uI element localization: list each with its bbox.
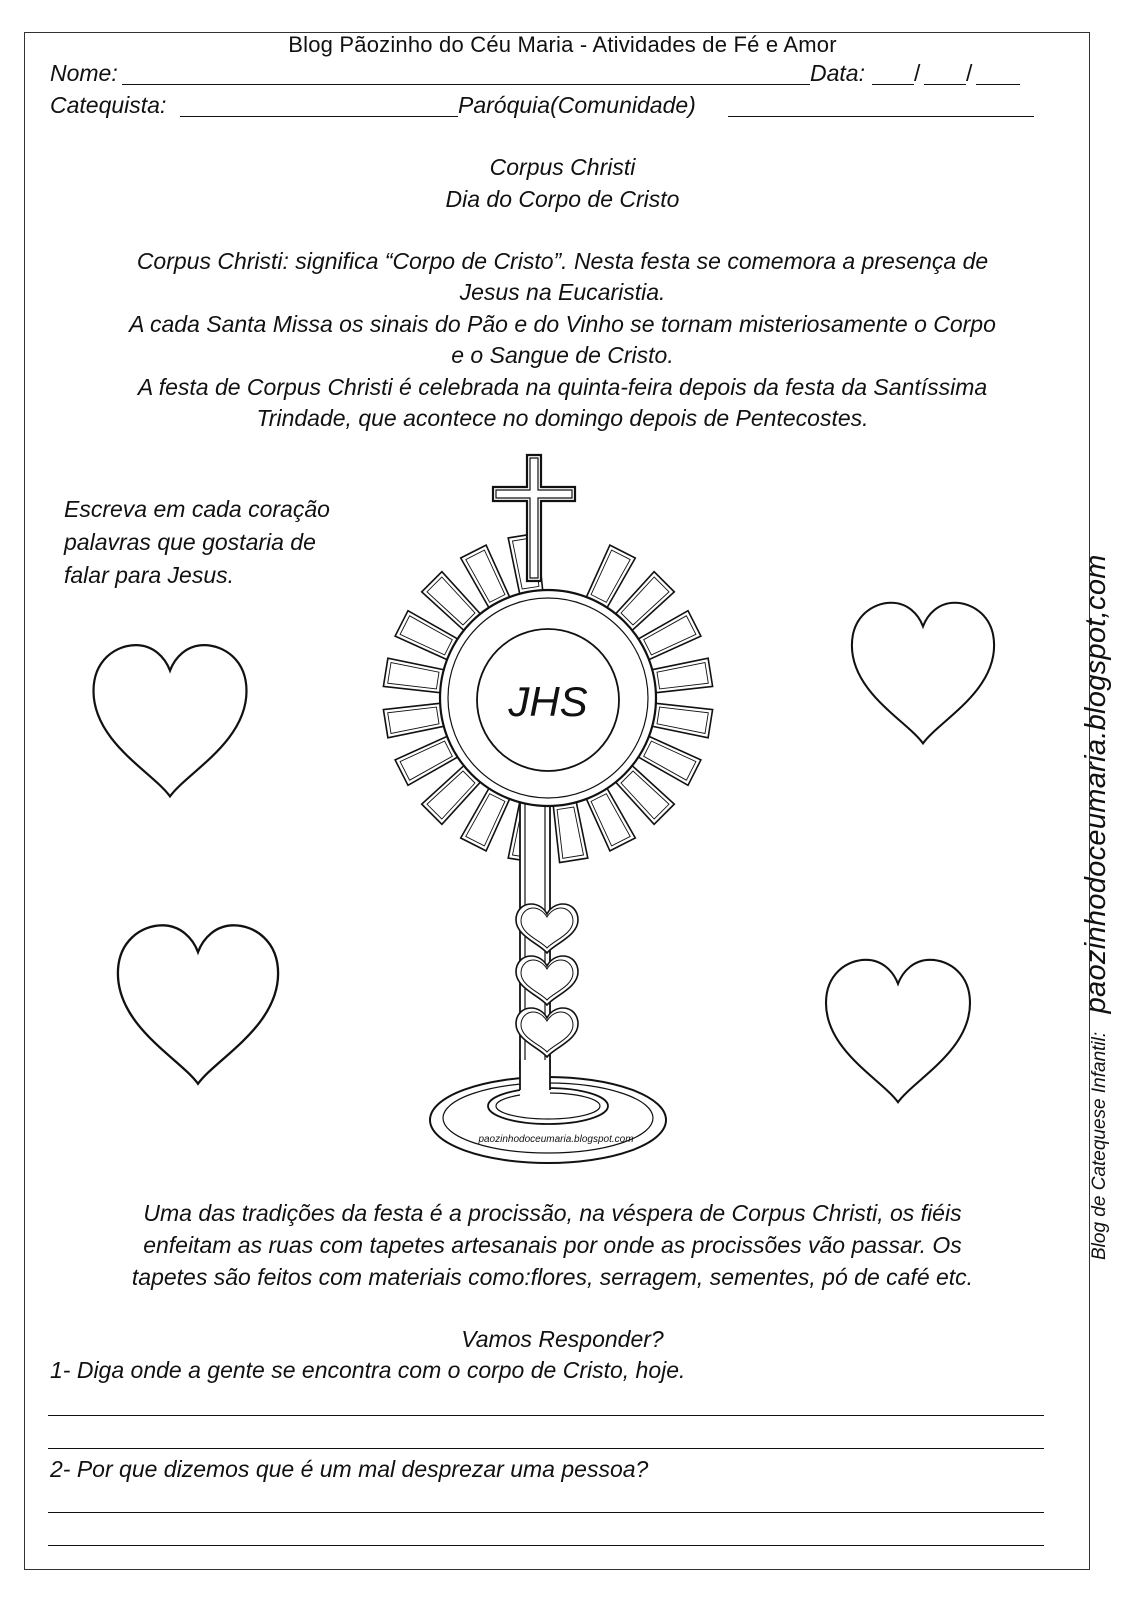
question-2: 2- Por que dizemos que é um mal desprezar uma pessoa? xyxy=(50,1456,649,1482)
instruction-line: palavras que gostaria de xyxy=(64,529,316,555)
catechist-label: Catequista: xyxy=(50,92,167,118)
instruction-text xyxy=(64,493,384,592)
date-separator: / xyxy=(966,60,973,86)
tradition-line: tapetes são feitos com materiais como:flores, serragem, sementes, pó de café etc. xyxy=(131,1264,974,1290)
monstrance-illustration xyxy=(370,450,760,1190)
intro-line: A cada Santa Missa os sinais do Pão e do Vinho se tornam misteriosamente o Corpo xyxy=(129,311,996,337)
instruction-line: Escreva em cada coração xyxy=(64,496,330,522)
intro-line: Trindade, que acontece no domingo depois de Pentecostes. xyxy=(256,405,869,431)
questions-heading: Vamos Responder? xyxy=(461,1326,664,1352)
monstrance-watermark: paozinhodoceumaria.blogspot.com xyxy=(478,1134,634,1145)
name-field[interactable] xyxy=(122,84,810,85)
parish-label: Paróquia(Comunidade) xyxy=(458,92,696,118)
tradition-line: Uma das tradições da festa é a procissão, na véspera de Corpus Christi, os fiéis xyxy=(143,1200,962,1226)
name-label: Nome: xyxy=(50,60,118,86)
date-month-field[interactable] xyxy=(924,84,966,85)
parish-field[interactable] xyxy=(728,116,1034,117)
answer-line-3[interactable] xyxy=(48,1512,1044,1513)
date-day-field[interactable] xyxy=(872,84,914,85)
intro-line: Jesus na Eucaristia. xyxy=(459,279,666,305)
side-label: Blog de Catequese Infantil: xyxy=(1089,1031,1110,1260)
question-1: 1- Diga onde a gente se encontra com o corpo de Cristo, hoje. xyxy=(50,1357,686,1383)
intro-line: A festa de Corpus Christi é celebrada na quinta-feira depois da festa da Santíssima xyxy=(137,374,988,400)
cross-icon xyxy=(493,455,575,581)
date-year-field[interactable] xyxy=(976,84,1020,85)
answer-line-2[interactable] xyxy=(48,1448,1044,1449)
side-url: paozinhodoceumaria.blogspot,com xyxy=(1080,554,1112,1014)
answer-line-1[interactable] xyxy=(48,1415,1044,1416)
date-label: Data: xyxy=(810,60,865,86)
intro-line: Corpus Christi: significa “Corpo de Cristo”. Nesta festa se comemora a presença de xyxy=(136,248,989,274)
heart-coloring-bottom-right[interactable] xyxy=(808,955,988,1115)
tradition-line: enfeitam as ruas com tapetes artesanais por onde as procissões vão passar. Os xyxy=(143,1232,962,1258)
side-blog-label xyxy=(1080,554,1113,1260)
heart-coloring-top-right[interactable] xyxy=(834,598,1012,756)
page-subtitle: Dia do Corpo de Cristo xyxy=(445,186,680,212)
monstrance-monogram: JHS xyxy=(508,678,588,725)
date-separator: / xyxy=(914,60,921,86)
heart-coloring-bottom-left[interactable] xyxy=(108,920,288,1098)
page-title: Corpus Christi xyxy=(489,154,636,180)
heart-coloring-top-left[interactable] xyxy=(80,640,260,810)
intro-line: e o Sangue de Cristo. xyxy=(451,342,674,368)
instruction-line: falar para Jesus. xyxy=(64,562,235,588)
blog-header: Blog Pãozinho do Céu Maria - Atividades de Fé e Amor xyxy=(288,32,837,57)
answer-line-4[interactable] xyxy=(48,1545,1044,1546)
catechist-field[interactable] xyxy=(180,116,458,117)
